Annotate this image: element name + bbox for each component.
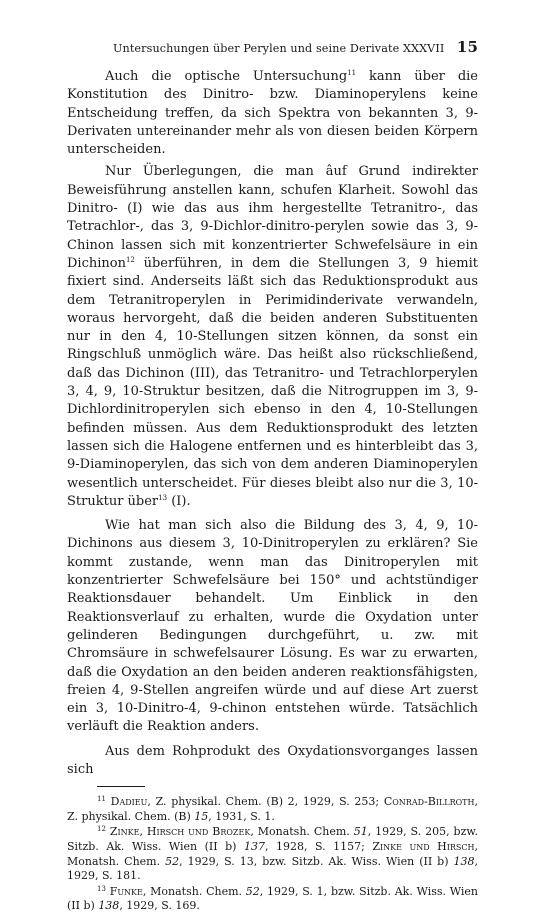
footnote-text: , Z. physikal. Chem. (B)	[67, 795, 478, 823]
footnote-volume: 138	[98, 899, 120, 913]
footnote-12	[67, 825, 478, 883]
footnote-text: , Z. physikal. Chem. (B) 2, 1929, S. 253;	[147, 795, 384, 809]
footnote-text: , 1929, S. 181.	[67, 854, 478, 883]
footnote-13	[67, 885, 478, 914]
page-number: 15	[456, 38, 478, 56]
paragraph-2-text-a: Nur Überlegungen, die man âuf Grund indirekter Beweisführung anstellen kann, schufen Klarheit. Sowohl das Dinitro- (I) wie das aus ihm hergestellte Tetranitro-, das Tetrachlor-, das 3, 9-Dichlor-dinitro-perylen sowie das 3, 9-Chinon lassen sich mit konzentrierter Schwefelsäure in ein Dichinon	[67, 164, 478, 271]
footnote-text: , Monatsh. Chem.	[142, 884, 246, 898]
footnote-author: Dadieu	[110, 795, 148, 809]
footnote-separator	[97, 786, 145, 787]
footnote-text: , 1931, S. 1.	[208, 809, 275, 823]
footnote-author: Zinke, Hirsch und Brozek	[109, 825, 251, 839]
footnote-ref-12: 12	[125, 255, 135, 264]
paragraph-1-text-a: Auch die optische Untersuchung	[105, 69, 348, 84]
page	[67, 38, 478, 915]
footnote-text: , 1929, S. 205, bzw. Sitzb. Ak. Wiss. Wien (II b)	[67, 825, 478, 854]
footnote-volume: 52	[165, 854, 180, 868]
footnote-11	[67, 795, 478, 824]
footnote-author: Conrad-Billroth	[383, 795, 475, 809]
footnote-volume: 138	[453, 854, 475, 868]
footnote-number: 13	[97, 884, 106, 893]
paragraph-2-text-b: überführen, in dem die Stellungen 3, 9 hiemit fixiert sind. Anderseits läßt sich das Reduktionsprodukt aus dem Tetranitroperylen in Perimidinderivate verwandeln, woraus hervorgeht, daß die beiden anderen Substituenten nur in den 4, 10-Stellungen sitzen können, da sonst ein Ringschluß unmöglich wäre. Das heißt also rückschließend, daß das Dichinon (III), das Tetranitro- und Tetrachlorperylen 3, 4, 9, 10-Struktur besitzen, daß die Nitrogruppen im 3, 9-Dichlordinitroperylen sich ebenso in den 4, 10-Stellungen befinden müssen. Aus dem Reduktionsprodukt des letzten lassen sich die Halogene entfernen und es hinterbleibt das 3, 9-Diaminoperylen, das sich von dem anderen Diaminoperylen wesentlich unterscheidet. Für dieses bleibt also nur die 3, 10-Struktur über	[67, 255, 478, 509]
footnote-author: Zinke und Hirsch	[372, 840, 475, 854]
footnote-text: , 1929, S. 1, bzw. Sitzb. Ak. Wiss. Wien (II b)	[67, 884, 478, 913]
paragraph-4: Aus dem Rohprodukt des Oxydationsvorganges lassen sich	[67, 743, 478, 777]
footnote-ref-13: 13	[158, 493, 168, 502]
footnote-number: 11	[97, 795, 106, 804]
footnote-author: Funke	[109, 884, 143, 898]
page-header	[67, 38, 478, 56]
footnote-volume: 52	[245, 884, 260, 898]
paragraph-1	[67, 68, 478, 159]
footnote-number: 12	[97, 825, 106, 834]
footnote-text: , 1929, S. 169.	[119, 899, 200, 913]
paragraph-1-text-b: kann über die Konstitution des Dinitro- bzw. Diaminoperylens keine Entscheidung treffen, da sich Spektra von bekannten 3, 9-Derivaten untereinander mehr als von diesen beiden Körpern unterscheiden.	[67, 69, 478, 158]
paragraph-2-text-c: (I).	[167, 493, 191, 509]
footnote-volume: 51	[353, 825, 368, 839]
running-title: Untersuchungen über Perylen und seine Derivate XXXVII	[113, 42, 445, 55]
footnote-text: , 1928, S. 1157;	[264, 840, 373, 854]
footnote-ref-11: 11	[347, 69, 357, 77]
paragraph-3: Wie hat man sich also die Bildung des 3, 4, 9, 10-Dichinons aus diesem 3, 10-Dinitroperylen zu erklären? Sie kommt zustande, wenn man das Dinitroperylen mit konzentrierter Schwefelsäure bei 150° und achtstündiger Reaktionsdauer behandelt. Um Einblick in den Reaktionsverlauf zu erhalten, wurde die Oxydation unter gelinderen Bedingungen durchgeführt, u. zw. mit Chromsäure in schwefelsaurer Lösung. Es war zu erwarten, daß die Oxydation an den beiden anderen reaktionsfähigsten, freien 4, 9-Stellen angreifen würde und auf diese Art zuerst ein 3, 10-Dinitro-4, 9-chinon entstehen würde. Tatsächlich verläuft die Reaktion anders.	[67, 518, 478, 735]
footnote-text: , Monatsh. Chem.	[67, 840, 478, 868]
paragraph-2	[67, 163, 478, 511]
footnote-volume: 137	[243, 840, 265, 854]
footnote-text: , Monatsh. Chem.	[250, 825, 354, 839]
footnote-volume: 15	[194, 809, 209, 823]
footnote-text: , 1929, S. 13, bzw. Sitzb. Ak. Wiss. Wien (II b)	[179, 854, 454, 868]
